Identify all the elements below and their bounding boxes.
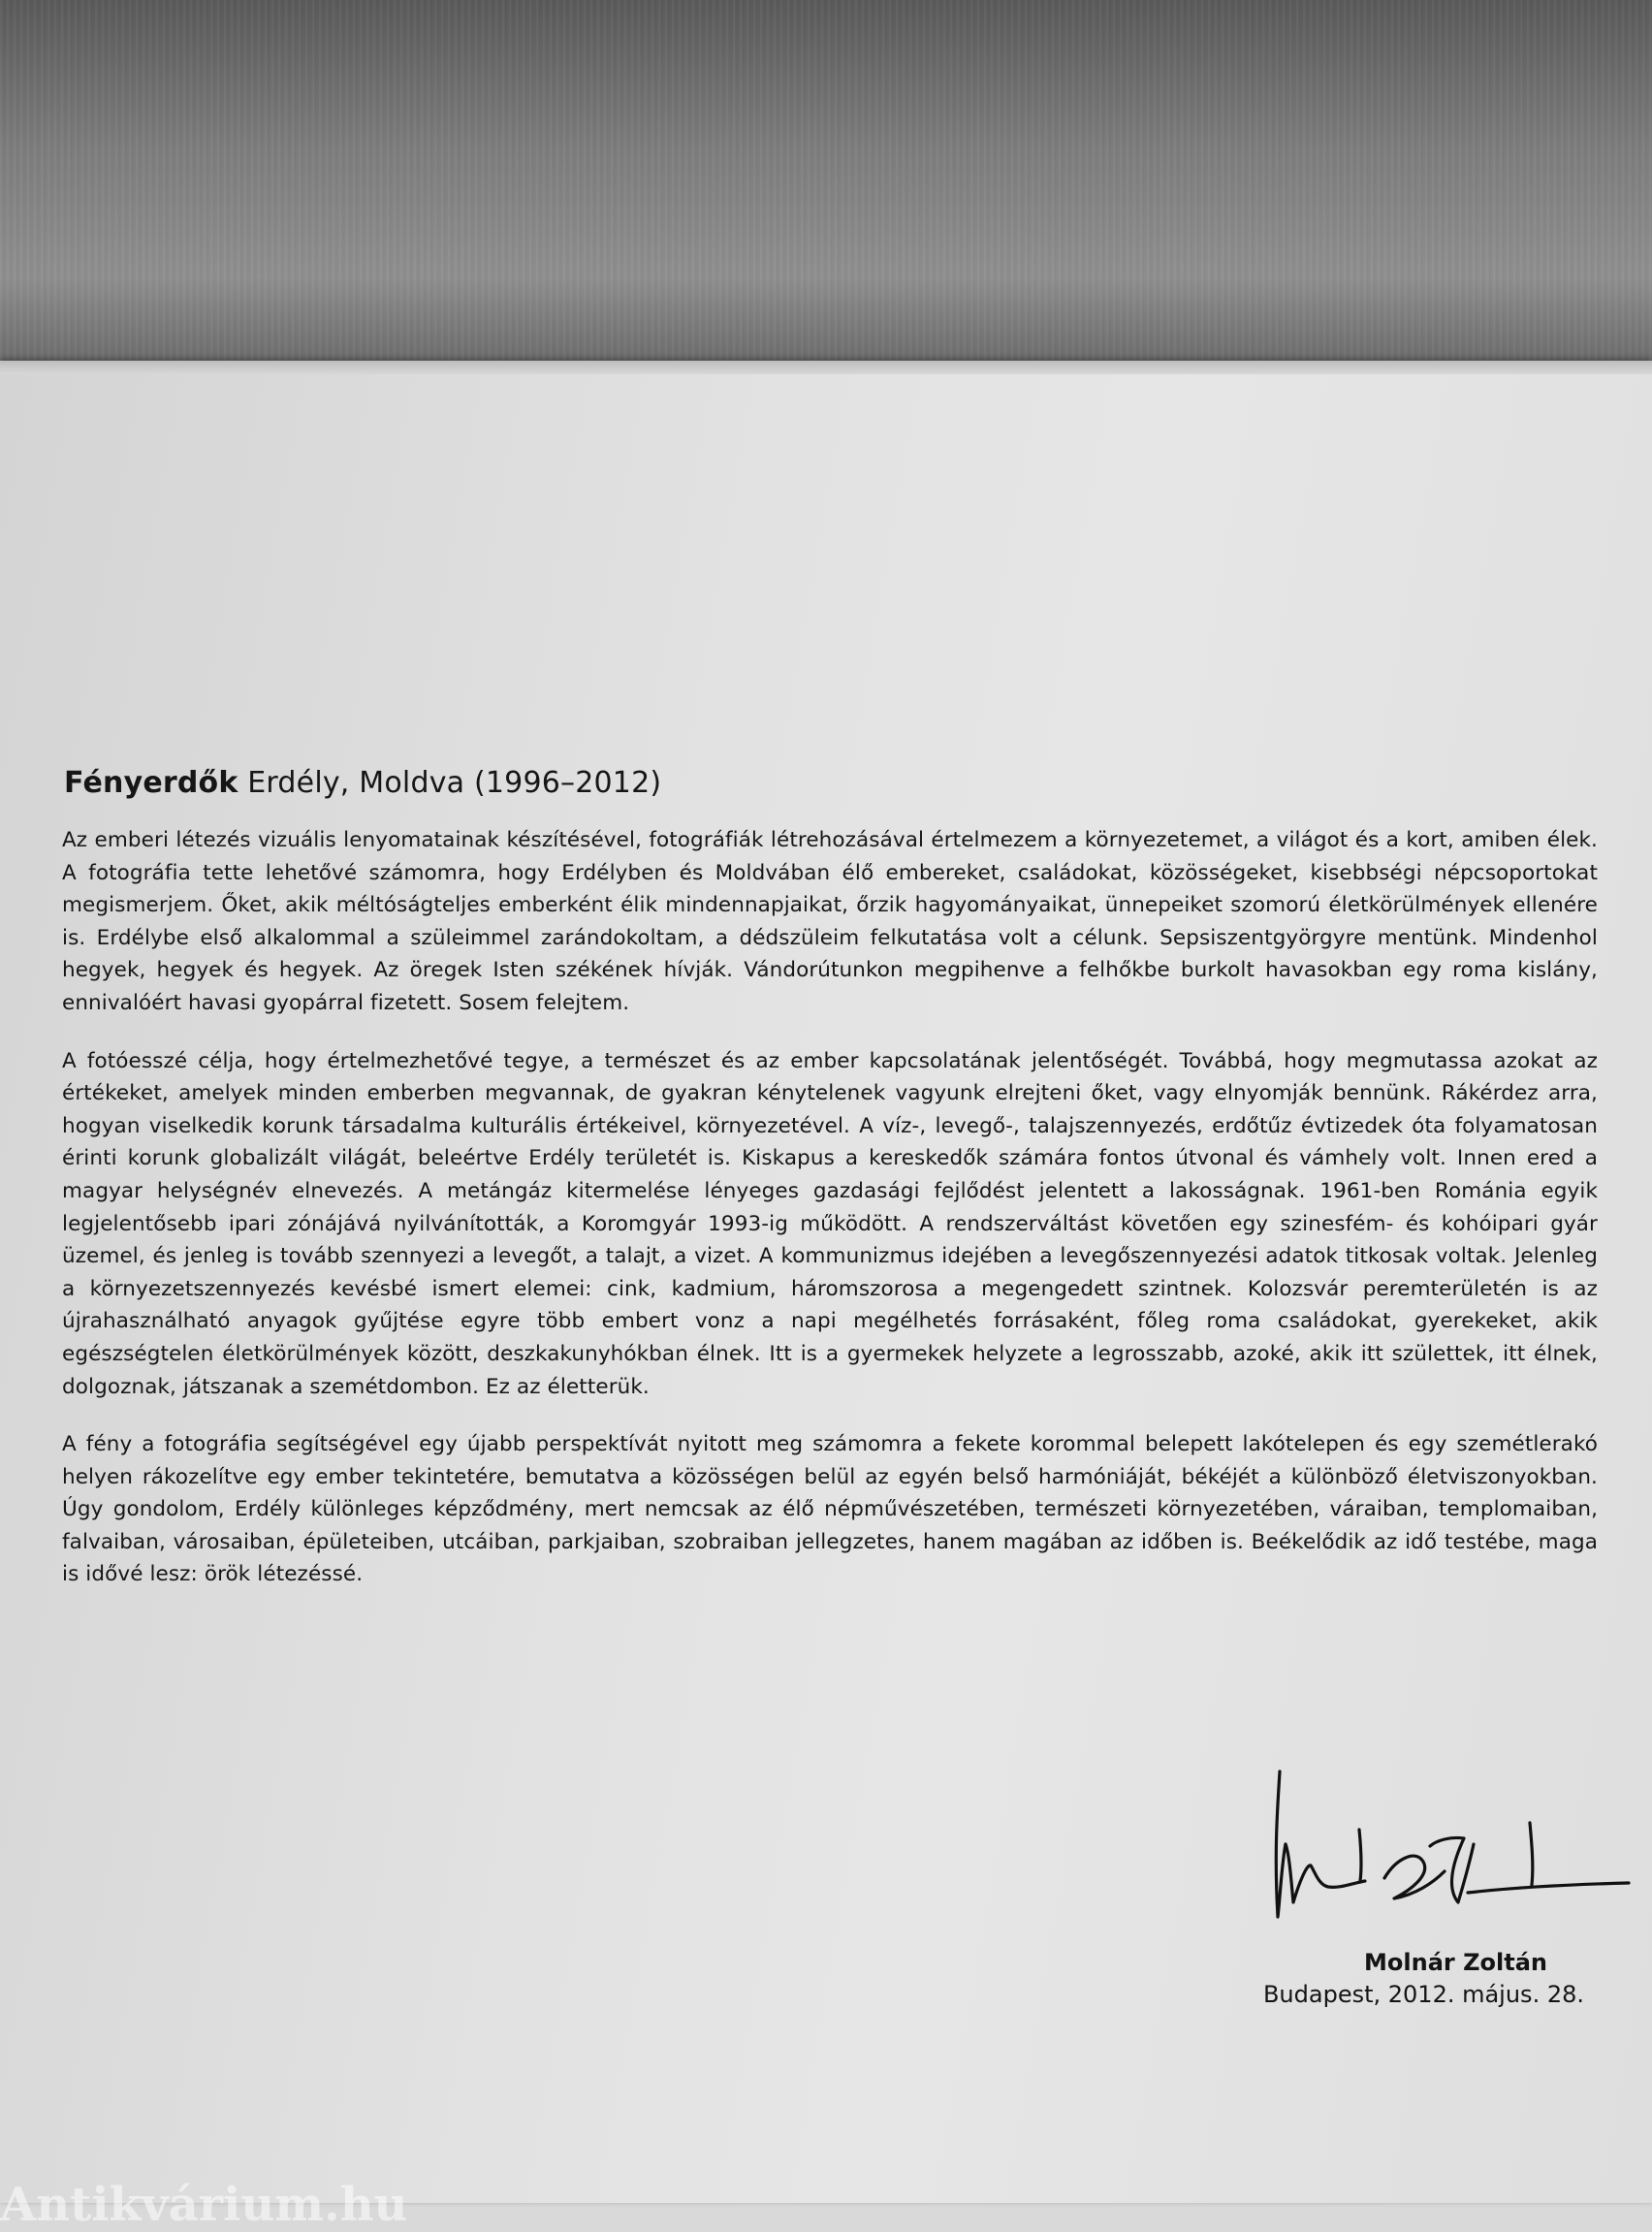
handwritten-signature (1260, 1757, 1638, 1951)
title-subtitle: Erdély, Moldva (1996–2012) (238, 766, 662, 800)
page-title (64, 764, 1598, 803)
signature-block (1263, 1947, 1584, 2011)
title-bold: Fényerdők (64, 766, 238, 800)
paragraph-3: A fény a fotográfia segítségével egy újabb perspektívát nyitott meg számomra a fekete korommal belepett lakótelepen és egy szemétlerakó helyen rákozelítve egy ember tekintetére, bemutatva a közösségen belül az egyén belső harmóniáját, békéjét a különböző életviszonyokban. Úgy gondolom, Erdély különleges képződmény, mert nemcsak az élő népművészetében, természeti környezetében, váraiban, templomaiban, falvaiban, városaiban, épületeiben, utcáiban, parkjaiban, szobraiban jellegzetes, hanem magában az időben is. Beékelődik az idő testébe, maga is idővé lesz: örök létezéssé. (62, 1432, 1598, 1587)
paragraph-2: A fotóesszé célja, hogy értelmezhetővé tegye, a természet és az ember kapcsolatának jelentőségét. Továbbá, hogy megmutassa azokat az értékeket, amelyek minden emberben megvannak, de gyakran kénytelenek vagyunk elrejteni őket, vagy elnyomják bennünk. Rákérdez arra, hogyan viselkedik korunk társadalma kulturális értékeivel, környezetével. A víz-, levegő-, talajszennyezés, erdőtűz évtizedek óta folyamatosan érinti korunk globalizált világát, beleértve Erdély területét is. Kiskapus a kereskedők számára fontos útvonal és vámhely volt. Innen ered a magyar helységnév elnevezés. A metángáz kitermelése lényeges gazdasági fejlődést jelentett a lakosságnak. 1961-ben Románia egyik legjelentősebb ipari zónájává nyilvánították, a Koromgyár 1993-ig működött. A rendszerváltást követően egy szinesfém- és kohóipari gyár üzemel, és jenleg is tovább szennyezi a levegőt, a talajt, a vizet. A kommunizmus idejében a levegőszennyezési adatok titkosak voltak. Jelenleg a környezetszennyezés kevésbé ismert elemei: cink, kadmium, háromszorosa a megengedett szintnek. Kolozsvár peremterületén is az újrahasználható anyagok gyűjtése egyre több embert vonz a napi megélhetés forrásaként, főleg roma családokat, gyerekeket, akik egészségtelen életkörülmények között, deszkakunyhókban élnek. Itt is a gyermekek helyzete a legrosszabb, azoké, akik itt születtek, itt élnek, dolgoznak, játszanak a szemétdombon. Ez az életterük. (62, 1048, 1598, 1399)
watermark-text: Antikvárium.hu (0, 2178, 408, 2232)
place-date: Budapest, 2012. május. 28. (1262, 1981, 1584, 2008)
wooden-backdrop (0, 0, 1652, 368)
document-body (62, 764, 1598, 1616)
author-name: Molnár Zoltán (1364, 1949, 1547, 1976)
paragraph-1: Az emberi létezés vizuális lenyomatainak készítésével, fotográfiák létrehozásával értelmezem a környezetemet, a világot és a kort, amiben élek. A fotográfia tette lehetővé számomra, hogy Erdélyben és Moldvában élő embereket, családokat, közösségeket, kisebbségi népcsoportokat megismerjem. Őket, akik méltóságteljes emberként élik mindennapjaikat, őrzik hagyományaikat, ünnepeiket szomorú életkörülmények ellenére is. Erdélybe első alkalommal a szüleimmel zarándokoltam, a dédszüleim felkutatása volt a célunk. Sepsiszentgyörgyre mentünk. Mindenhol hegyek, hegyek és hegyek. Az öregek Isten székének hívják. Vándorútunkon megpihenve a felhőkbe burkolt havasokban egy roma kislány, ennivalóért havasi gyopárral fizetett. Sosem felejtem. (62, 828, 1598, 1015)
paper-edge (0, 361, 1652, 374)
watermark (0, 2176, 408, 2232)
